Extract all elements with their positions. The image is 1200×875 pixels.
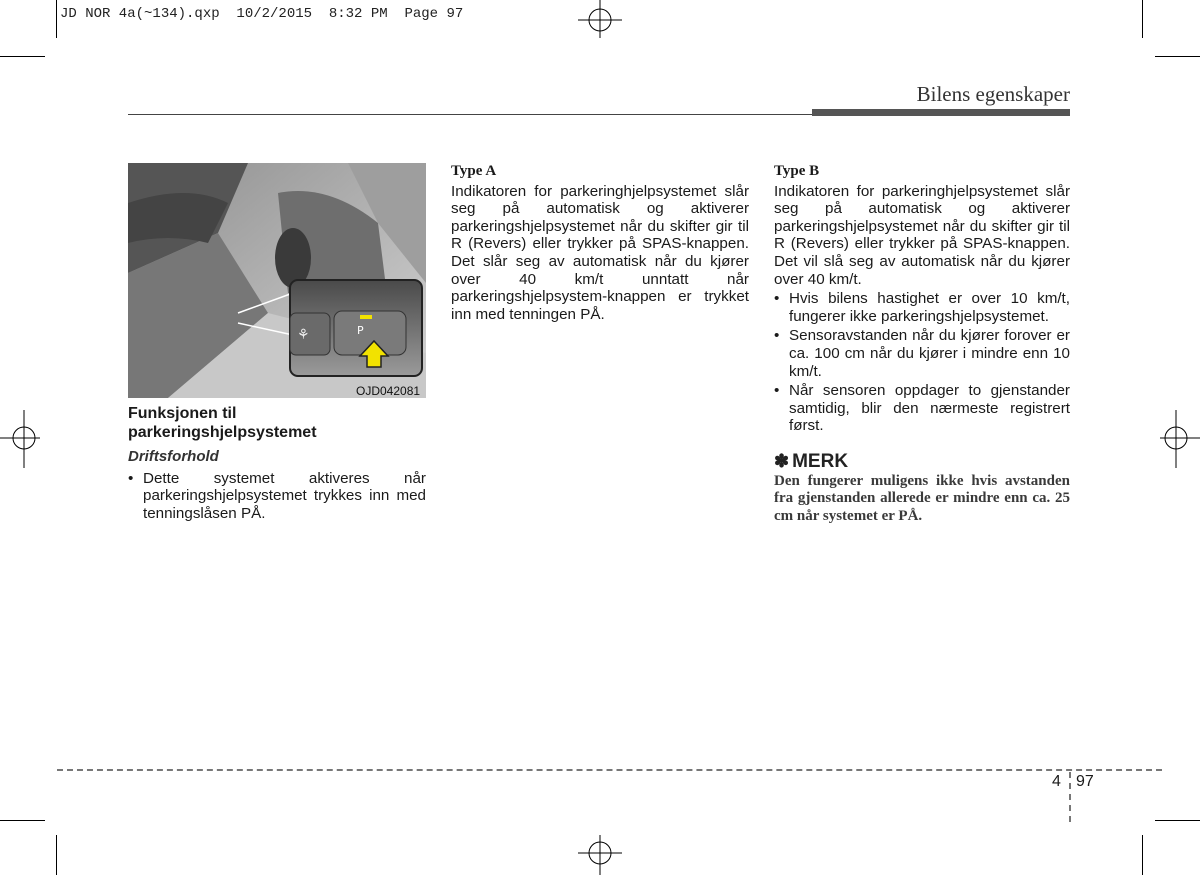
type-a-text: Indikatoren for parkeringhjelpsystemet slår seg på automatisk og aktiverer parkeringshjelpsystemet når du skifter gir til R (Revers) eller trykker på SPAS-knappen. Det slår seg av automatisk når du kjører over 40 km/t unntatt når parkeringshjelpsystem-knappen er trykket inn med tenningen PÅ. [451, 182, 749, 323]
registration-mark-icon [578, 0, 622, 38]
list-item: • Når sensoren oppdager to gjenstander samtidig, blir den nærmeste registrert først. [774, 382, 1070, 435]
crop-mark [1155, 56, 1200, 57]
print-slug: JD NOR 4a(~134).qxp 10/2/2015 8:32 PM Page 97 [60, 6, 464, 22]
note-text: Den fungerer muligens ikke hvis avstanden fra gjenstanden allerede er mindre enn ca. 25 cm når systemet er PÅ. [774, 472, 1070, 524]
figure-code: OJD042081 [356, 384, 421, 398]
subheading: Driftsforhold [128, 448, 219, 465]
crop-mark [1155, 820, 1200, 821]
crop-mark [56, 835, 57, 875]
bullet-text: Hvis bilens hastighet er over 10 km/t, fungerer ikke parkeringshjelpsystemet. [789, 290, 1070, 325]
crop-mark [0, 820, 45, 821]
note-star-icon: ✽ [774, 450, 790, 471]
page-number: 97 [1076, 773, 1094, 790]
note-title [774, 450, 1070, 472]
page-divider [1069, 772, 1071, 822]
chapter-number: 4 [1052, 773, 1061, 790]
type-a-label: Type A [451, 163, 497, 179]
section-title: Bilens egenskaper [916, 82, 1070, 106]
console-illustration [128, 163, 426, 398]
section-heading [128, 404, 426, 442]
registration-mark-icon [1160, 410, 1200, 468]
console-illustration-drawing [128, 163, 426, 398]
bullet-text: Når sensoren oppdager to gjenstander samtidig, blir den nærmeste registrert først. [789, 382, 1070, 435]
bullet-list [774, 290, 1070, 435]
heading-line-2: parkeringshjelpsystemet [128, 424, 317, 441]
bullet-text: Dette systemet aktiveres når parkeringshjelpsystemet trykkes inn med tenningslåsen PÅ. [143, 469, 426, 522]
crop-mark [56, 0, 57, 38]
crop-mark [1142, 0, 1143, 38]
crop-mark [1142, 835, 1143, 875]
registration-mark-icon [578, 835, 622, 875]
list-item: • Hvis bilens hastighet er over 10 km/t, fungerer ikke parkeringshjelpsystemet. [774, 290, 1070, 325]
bullet-list [128, 470, 426, 523]
bullet-text: Sensoravstanden når du kjører forover er ca. 100 cm når du kjører i mindre enn 10 km/t. [789, 327, 1070, 380]
header-rule-accent [812, 109, 1070, 116]
svg-text:⚘: ⚘ [297, 327, 310, 343]
column-1 [128, 404, 426, 524]
column-3 [774, 163, 1070, 525]
svg-text:P: P [357, 324, 364, 337]
type-b-text: Indikatoren for parkeringhjelpsystemet slår seg på automatisk og aktiverer parkeringshjelpsystemet når du skifter gir til R (Revers) eller trykker på SPAS-knappen. Det vil slå seg av automatisk når du kjører over 40 km/t. [774, 182, 1070, 288]
crop-mark [0, 56, 45, 57]
footer-rule [57, 769, 1162, 771]
header-rule [128, 114, 812, 115]
list-item: • Sensoravstanden når du kjører forover er ca. 100 cm når du kjører i mindre enn 10 km/t. [774, 327, 1070, 380]
note-title-text: MERK [792, 450, 849, 472]
registration-mark-icon [0, 410, 40, 468]
column-2 [451, 163, 749, 323]
type-b-label: Type B [774, 163, 820, 179]
list-item: • Dette systemet aktiveres når parkeringshjelpsystemet trykkes inn med tenningslåsen PÅ. [128, 469, 426, 522]
heading-line-1: Funksjonen til [128, 405, 237, 422]
